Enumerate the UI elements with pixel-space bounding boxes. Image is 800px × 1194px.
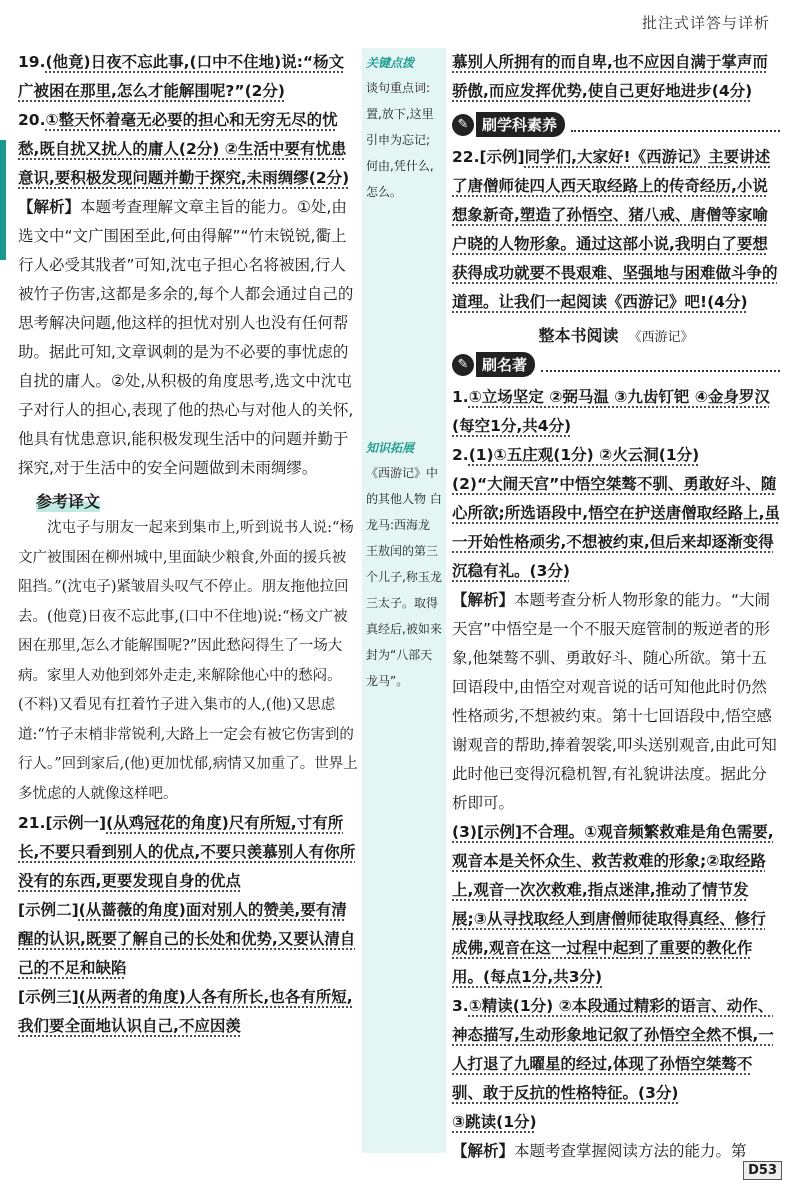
question-2-analysis: 【解析】本题考查分析人物形象的能力。“大闹天宫”中悟空是一个不服天庭管制的叛逆者的形象,他桀骜不驯、勇敢好斗、随心所欲。第十五回语段中,由悟空对观音说的话可知他此时仍然性格顽劣,不想被约束。第十七回语段中,悟空感谢观音的帮助,捧着袈裟,叩头送别观音,由此可知此时他已变得沉稳机智,有礼貌讲法度。据此分析即可。 bbox=[452, 591, 777, 812]
question-21-example3: [示例三](从两者的角度)人各有所长,也各有所短,我们要全面地认识自己,不应因羡 bbox=[18, 988, 353, 1035]
dotted-divider bbox=[571, 118, 780, 132]
key-tips-text: 谈句重点词:置,放下,这里引申为忘记;何由,凭什么,怎么。 bbox=[366, 81, 434, 199]
question-21-continued: 慕别人所拥有的而自卑,也不应因自满于掌声而骄傲,而应发挥优势,使自己更好地进步(4分) bbox=[452, 53, 768, 100]
annotation-column bbox=[362, 48, 446, 1153]
question-2-part2: (2)“大闹天宫”中悟空桀骜不驯、勇敢好斗、随心所欲;所选语段中,悟空在护送唐僧取经路上,虽一开始性格顽劣,不想被约束,但后来却逐渐变得沉稳有礼。(3分) bbox=[452, 475, 780, 580]
reference-translation: 沈屯子与朋友一起来到集市上,听到说书人说:“杨文广被围困在柳州城中,里面缺少粮食,外面的援兵被阻挡。”(沈屯子)紧皱眉头叹气不停止。朋友拖他拉回去。(他竟)日夜不忘此事,(口中不住地)说:“杨文广被困在那里,怎么才能解围呢?”因此愁闷得生了一场大病。家里人劝他到郊外走走,来解除他心中的愁闷。(不料)又看见有扛着竹子进入集市的人,(他)又思虑道:“竹子末梢非常锐利,大路上一定会有被它伤害到的行人。”回到家后,(他)更加忧郁,病情又加重了。世界上多忧虑的人就像这样吧。 bbox=[18, 520, 358, 802]
question-2-part3: (3)[示例]不合理。①观音频繁救难是角色需要,观音本是关怀众生、救苦救难的形象;②取经路上,观音一次次救难,指点迷津,推动了情节发展;③从寻找取经人到唐僧师徒取得真经、修行成佛,观音在这一过程中起到了重要的教化作用。(每点1分,共3分) bbox=[452, 823, 774, 986]
question-2-part1: 2.(1)①五庄观(1分) ②火云洞(1分) bbox=[452, 446, 700, 464]
page-number: D53 bbox=[743, 1161, 782, 1180]
dotted-divider bbox=[541, 358, 780, 372]
section-subject-literacy: ✎ 刷学科素养 bbox=[452, 112, 780, 137]
question-3-analysis: 【解析】本题考查掌握阅读方法的能力。第 bbox=[452, 1142, 747, 1160]
question-1: 1.①立场坚定 ②弼马温 ③九齿钉钯 ④金身罗汉(每空1分,共4分) bbox=[452, 388, 770, 435]
left-column bbox=[18, 48, 358, 1041]
question-20-analysis: 【解析】本题考查理解文章主旨的能力。①处,由选文中“文广围困至此,何由得解”“竹末锐锐,衢上行人必受其戕者”可知,沈屯子担心名将被困,行人被竹子伤害,这都是多余的,每个人都会通过自己的思考解决问题,他这样的担忧对别人也没有任何帮助。据此可知,文章讽刺的是为不必要的事忧虑的自扰的庸人。②处,从积极的角度思考,选文中沈屯子对行人的担心,表现了他的热心与对他人的关怀,他具有忧患意识,能积极发现生活中的问题并勤于探究,对于生活中的安全问题做到未雨绸缪。 bbox=[18, 198, 354, 477]
pen-icon: ✎ bbox=[452, 354, 474, 376]
question-19: 19.(他竟)日夜不忘此事,(口中不住地)说:“杨文广被困在那里,怎么才能解围呢?”(2分) bbox=[18, 53, 345, 100]
question-22: 22.[示例]同学们,大家好!《西游记》主要讲述了唐僧师徒四人西天取经路上的传奇经历,小说想象新奇,塑造了孙悟空、猪八戒、唐僧等家喻户晓的人物形象。通过这部小说,我明白了要想获得成功就要不畏艰难、坚强地与困难做斗争的道理。让我们一起阅读《西游记》吧!(4分) bbox=[452, 148, 778, 311]
question-3-part2: ③跳读(1分) bbox=[452, 1113, 537, 1131]
question-21-example2: [示例二](从蔷薇的角度)面对别人的赞美,要有清醒的认识,既要了解自己的长处和优势,又要认清自己的不足和缺陷 bbox=[18, 901, 356, 977]
pen-icon: ✎ bbox=[452, 114, 474, 136]
key-tips-title: 关键点拨 bbox=[366, 56, 415, 70]
page-edge-marker bbox=[0, 140, 6, 260]
question-21-example1: 21.[示例一](从鸡冠花的角度)尺有所短,寸有所长,不要只看到别人的优点,不要只羡慕别人有你所没有的东西,更要发现自身的优点 bbox=[18, 814, 356, 890]
reference-translation-title: 参考译文 bbox=[36, 489, 100, 512]
question-20-answer: 20.①整天怀着毫无必要的担心和无穷无尽的忧愁,既自扰又扰人的庸人(2分) ②生活中要有忧患意识,要积极发现问题并勤于探究,未雨绸缪(2分) bbox=[18, 111, 350, 187]
question-3-part1: 3.①精读(1分) ②本段通过精彩的语言、动作、神态描写,生动形象地记叙了孙悟空全然不惧,一人打退了九曜星的经过,体现了孙悟空桀骜不驯、敢于反抗的性格特征。(3分) bbox=[452, 997, 774, 1102]
whole-book-reading-heading: 整本书阅读 《西游记》 bbox=[538, 326, 694, 345]
knowledge-extension-title: 知识拓展 bbox=[366, 441, 415, 455]
q19-answer: (他竟)日夜不忘此事,(口中不住地)说:“杨文广被困在那里,怎么才能解围呢?”(2分) bbox=[18, 53, 345, 100]
knowledge-extension-text: 《西游记》中的其他人物 白龙马:西海龙王敖闰的第三个儿子,称玉龙三太子。取得真经后,被如来封为“八部天龙马”。 bbox=[366, 466, 442, 688]
page-header: 批注式详答与详析 bbox=[641, 14, 770, 32]
right-column bbox=[452, 48, 780, 1166]
section-classics: ✎ 刷名著 bbox=[452, 352, 780, 377]
